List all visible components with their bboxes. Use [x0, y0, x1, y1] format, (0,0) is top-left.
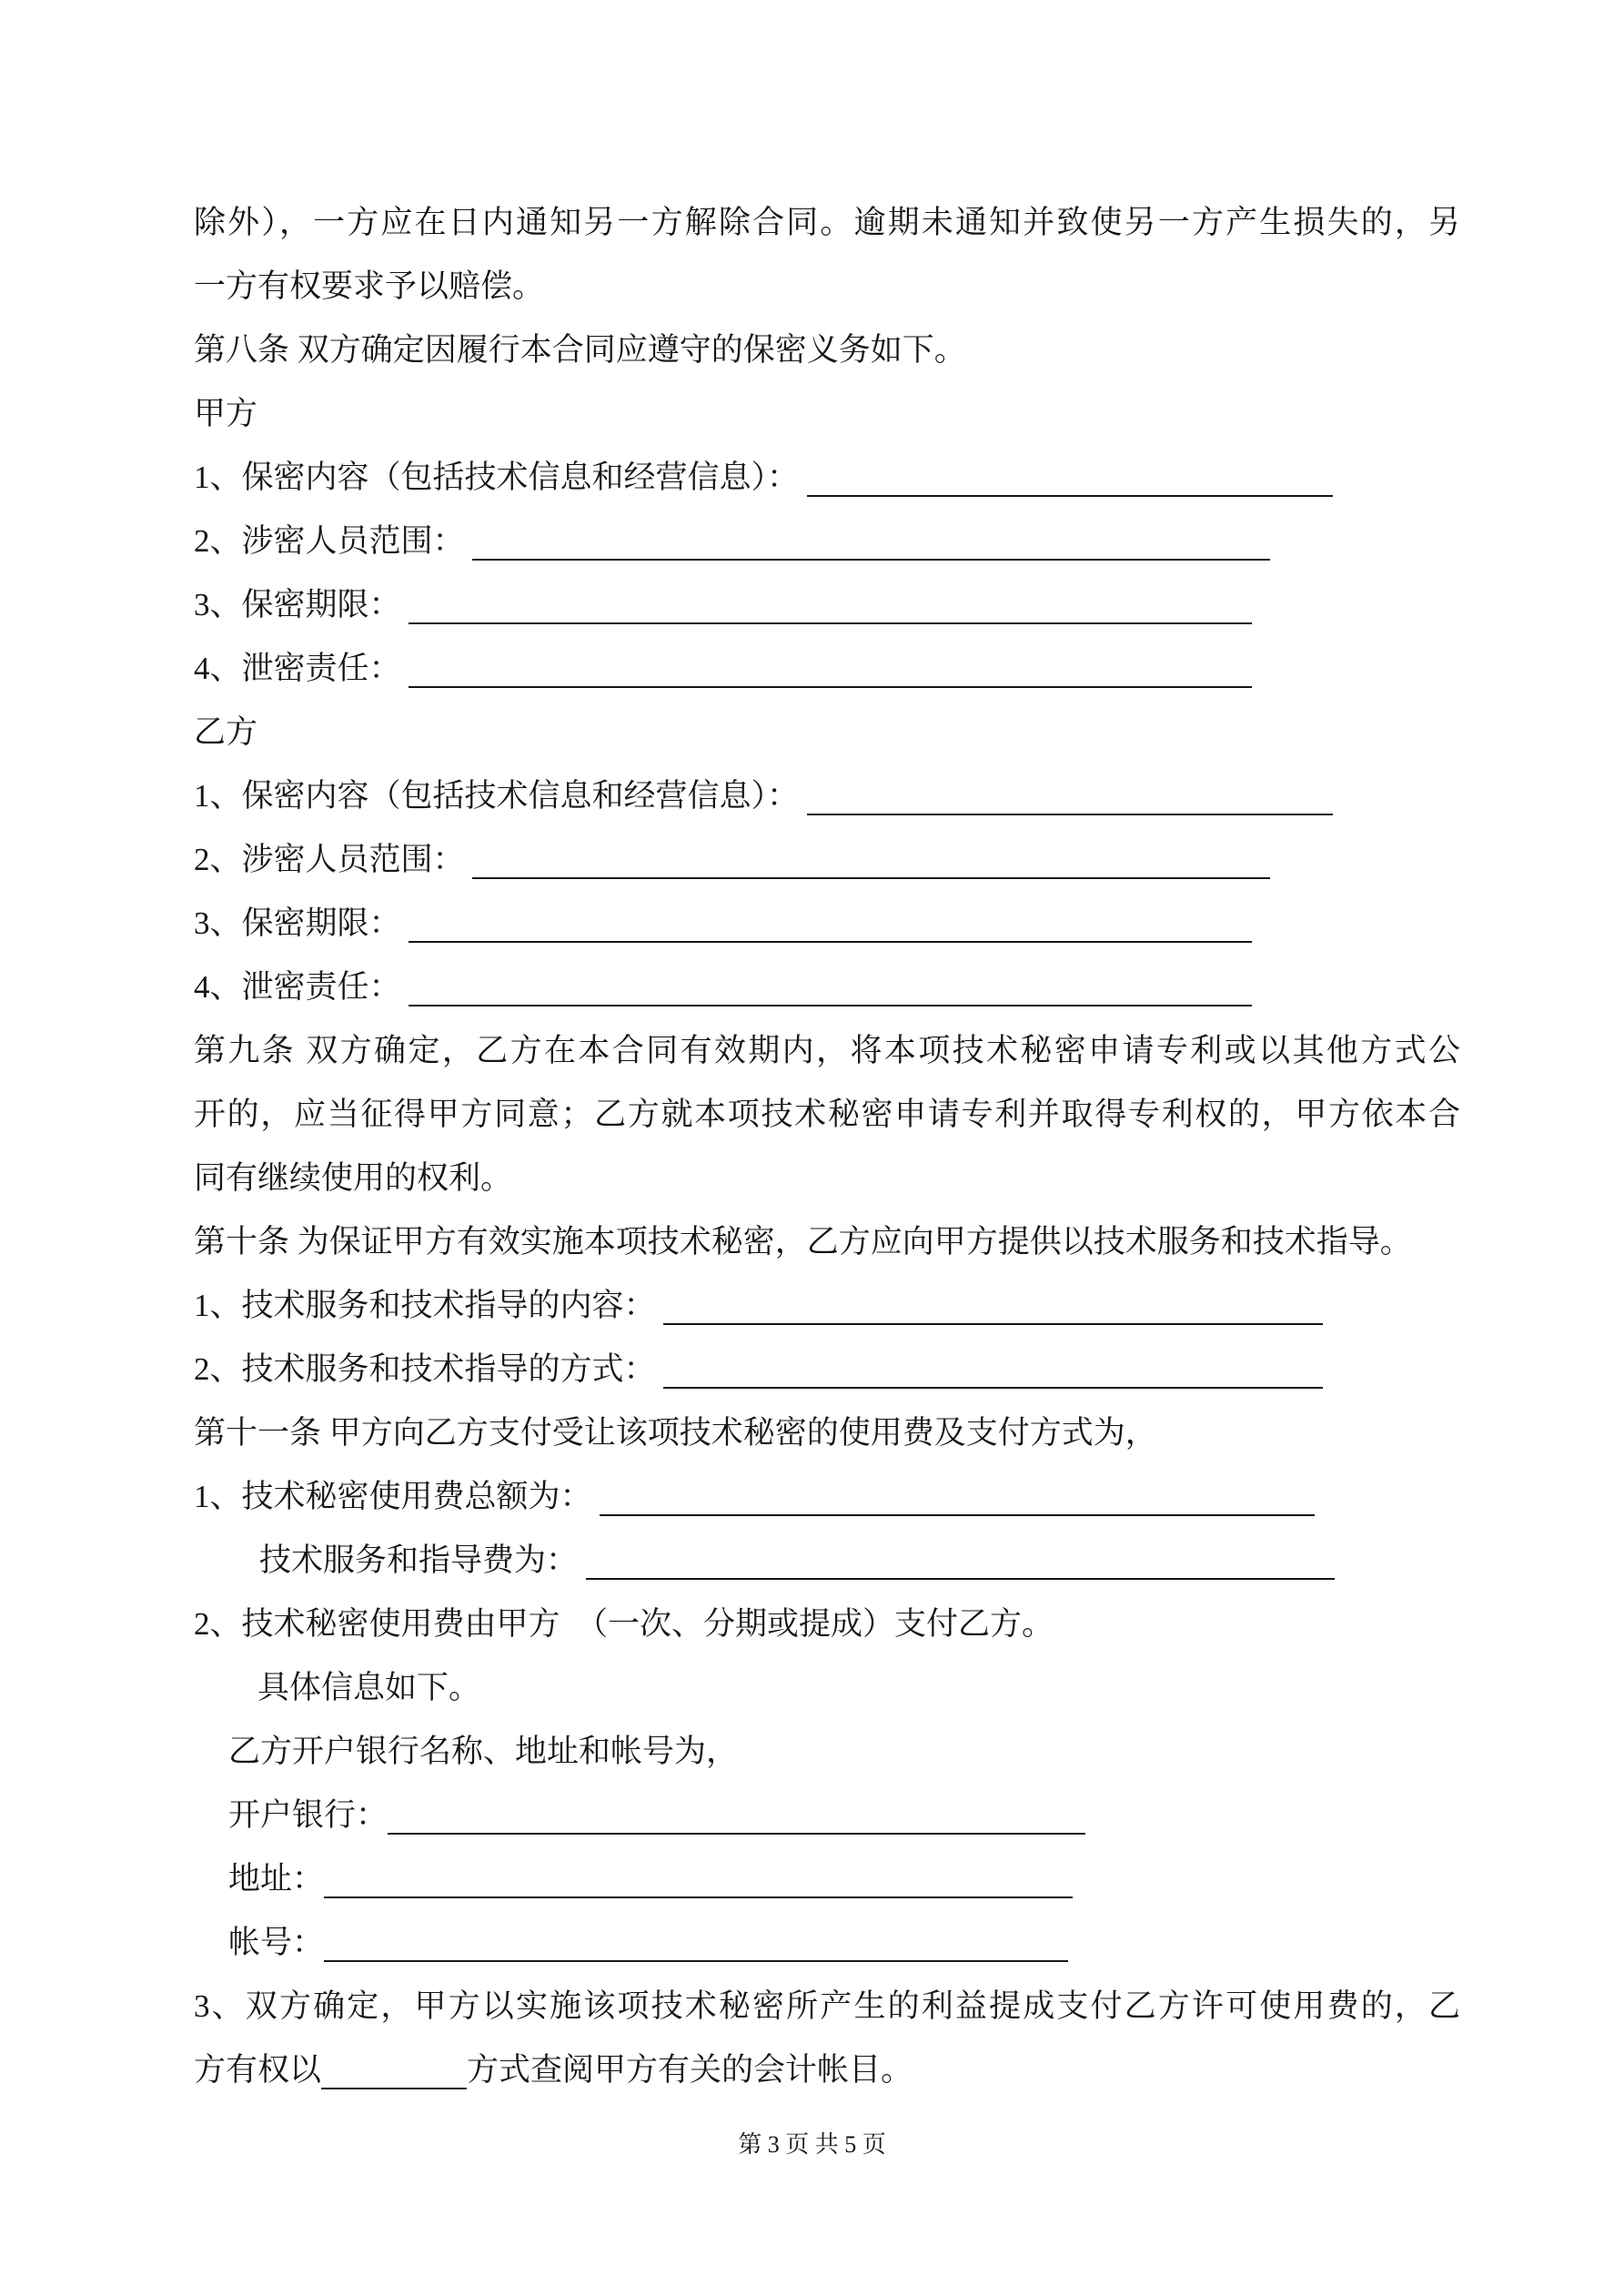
line-text: 乙方开户银行名称、地址和帐号为， — [228, 1734, 739, 1769]
document-line — [194, 1147, 1460, 1210]
document-line — [194, 1656, 1460, 1720]
document-line — [194, 446, 1460, 510]
line-text: 2、技术服务和技术指导的方式： — [194, 1351, 656, 1387]
line-text: 乙方 — [194, 714, 258, 750]
document-line — [194, 1338, 1460, 1401]
blank-field[interactable] — [388, 1822, 1085, 1835]
blank-field[interactable] — [321, 2077, 467, 2089]
blank-field[interactable] — [409, 994, 1252, 1006]
line-text: 同有继续使用的权利。 — [194, 1160, 513, 1196]
line-text: 第十一条 甲方向乙方支付受让该项技术秘密的使用费及支付方式为， — [194, 1415, 1157, 1451]
document-line — [194, 1083, 1460, 1147]
document-line — [194, 701, 1460, 764]
document-line — [194, 1975, 1460, 2038]
line-text: 2、涉密人员范围： — [194, 523, 465, 559]
blank-field[interactable] — [472, 866, 1270, 879]
blank-field[interactable] — [409, 612, 1252, 624]
document-line — [194, 956, 1460, 1019]
line-text: 具体信息如下。 — [257, 1670, 481, 1705]
document-line — [194, 1784, 1460, 1847]
line-text: 3、保密期限： — [194, 905, 401, 941]
blank-field[interactable] — [807, 803, 1333, 815]
blank-field[interactable] — [472, 548, 1270, 561]
line-text: 3、保密期限： — [194, 587, 401, 622]
line-text: 4、泄密责任： — [194, 969, 401, 1005]
line-text: 1、保密内容（包括技术信息和经营信息）： — [194, 460, 800, 495]
page-number-text: 第 3 页 共 5 页 — [738, 2131, 886, 2158]
line-text: 1、技术服务和技术指导的内容： — [194, 1288, 656, 1323]
blank-field[interactable] — [586, 1567, 1335, 1580]
blank-field[interactable] — [324, 1886, 1073, 1898]
blank-field[interactable] — [409, 930, 1252, 943]
document-line — [194, 1019, 1460, 1083]
document-line — [194, 764, 1460, 828]
blank-field[interactable] — [663, 1312, 1323, 1325]
line-text: 方式查阅甲方有关的会计帐目。 — [467, 2052, 913, 2088]
document-line — [194, 510, 1460, 573]
line-text: 第八条 双方确定因履行本合同应遵守的保密义务如下。 — [194, 332, 966, 368]
line-text: 技术服务和指导费为： — [259, 1542, 579, 1578]
document-line — [194, 1911, 1460, 1975]
document-line — [194, 191, 1460, 255]
document-line — [194, 1720, 1460, 1784]
line-text: 2、涉密人员范围： — [194, 842, 465, 877]
document-line — [194, 892, 1460, 956]
line-text: 4、泄密责任： — [194, 651, 401, 686]
document-line — [194, 1465, 1460, 1529]
document-line — [194, 1210, 1460, 1274]
document-line — [194, 1274, 1460, 1338]
blank-field[interactable] — [807, 484, 1333, 497]
document-line — [194, 828, 1460, 892]
document-line — [194, 319, 1460, 382]
line-text: 地址： — [228, 1861, 325, 1896]
document-body — [194, 191, 1460, 2102]
line-text: 甲方 — [194, 396, 258, 431]
line-text: 第九条 双方确定，乙方在本合同有效期内，将本项技术秘密申请专利或以其他方式公 — [194, 1033, 1460, 1068]
line-text: 帐号： — [228, 1925, 325, 1960]
document-line — [194, 573, 1460, 637]
line-text: 2、技术秘密使用费由甲方 （一次、分期或提成）支付乙方。 — [194, 1606, 1054, 1642]
blank-field[interactable] — [600, 1503, 1315, 1516]
line-text: 第十条 为保证甲方有效实施本项技术秘密，乙方应向甲方提供以技术服务和技术指导。 — [194, 1224, 1412, 1259]
document-line — [194, 2038, 1460, 2102]
document-line — [194, 637, 1460, 701]
document-line — [194, 1529, 1460, 1593]
document-line — [194, 1593, 1460, 1656]
document-line — [194, 382, 1460, 446]
blank-field[interactable] — [663, 1376, 1323, 1389]
line-text: 3、双方确定，甲方以实施该项技术秘密所产生的利益提成支付乙方许可使用费的，乙 — [194, 1988, 1460, 2024]
blank-field[interactable] — [409, 675, 1252, 688]
blank-field[interactable] — [324, 1949, 1068, 1962]
line-text: 1、保密内容（包括技术信息和经营信息）： — [194, 778, 800, 814]
line-text: 一方有权要求予以赔偿。 — [194, 268, 545, 304]
line-text: 开的，应当征得甲方同意；乙方就本项技术秘密申请专利并取得专利权的，甲方依本合 — [194, 1097, 1460, 1132]
document-line — [194, 1401, 1460, 1465]
line-text: 除外），一方应在日内通知另一方解除合同。逾期未通知并致使另一方产生损失的，另 — [194, 205, 1460, 240]
page-footer — [0, 2122, 1624, 2168]
line-text: 1、技术秘密使用费总额为： — [194, 1479, 592, 1514]
line-text: 开户银行： — [228, 1797, 388, 1833]
document-line — [194, 255, 1460, 319]
line-text: 方有权以 — [194, 2052, 322, 2088]
document-line — [194, 1847, 1460, 1911]
